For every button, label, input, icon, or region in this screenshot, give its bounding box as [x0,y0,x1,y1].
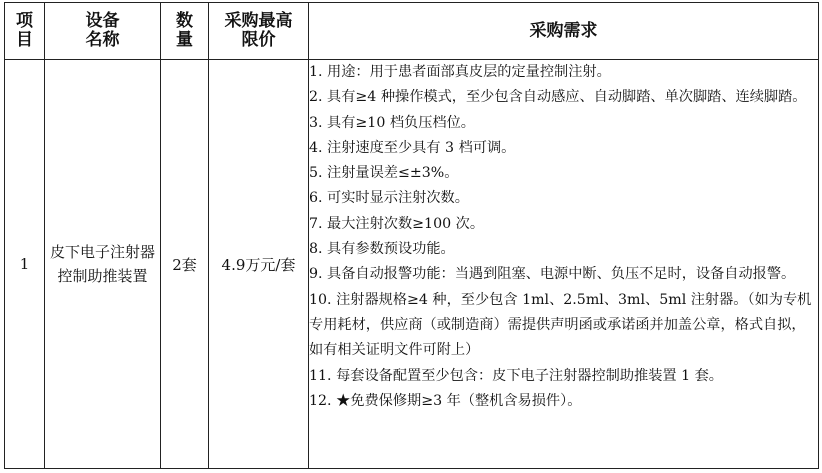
requirement-item: 3. 具有≥10 档负压档位。 [309,114,475,131]
cell-item-no: 1 [5,60,45,469]
requirement-item: 4. 注射速度至少具有 3 档可调。 [309,139,516,156]
requirement-item: 6. 可实时显示注射次数。 [309,190,469,207]
header-item-line1: 项 [16,11,33,31]
requirement-item: 11. 每套设备配置至少包含：皮下电子注射器控制助推装置 1 套。 [309,367,723,384]
header-row [5,3,819,60]
header-max-price-line2: 限价 [241,30,276,50]
header-max-price-line1: 采购最高 [224,11,293,31]
requirement-item: 2. 具有≥4 种操作模式，至少包含自动感应、自动脚踏、单次脚踏、连续脚踏。 [309,89,807,106]
procurement-table [4,2,819,469]
requirement-item: 9. 具备自动报警功能：当遇到阻塞、电源中断、负压不足时，设备自动报警。 [309,266,796,283]
requirement-item: 1. 用途：用于患者面部真皮层的定量控制注射。 [309,64,611,80]
requirements-list [309,60,818,414]
cell-max-price: 4.9万元/套 [209,60,309,469]
header-quantity-line2: 量 [176,30,193,50]
header-quantity [161,3,209,60]
header-device-name-line1: 设备 [85,11,120,31]
header-item [5,3,45,60]
header-item-line2: 目 [16,30,33,50]
requirement-item: 7. 最大注射次数≥100 次。 [309,215,485,232]
table-row [5,60,819,469]
header-requirements-label: 采购需求 [529,20,598,41]
cell-quantity: 2套 [161,60,209,469]
header-quantity-line1: 数 [176,11,193,31]
cell-requirements [309,60,819,469]
requirement-item: 8. 具有参数预设功能。 [309,241,455,258]
header-device-name [45,3,161,60]
header-device-name-line2: 名称 [85,30,120,50]
cell-device-name: 皮下电子注射器控制助推装置 [45,60,161,469]
requirement-item: 5. 注射量误差≤±3%。 [309,165,459,182]
requirement-item: 10. 注射器规格≥4 种，至少包含 1ml、2.5ml、3ml、5ml 注射器。（如为专机专用耗材，供应商（或制造商）需提供声明函或承诺函并加盖公章，格式自拟，如有相关证明文件可附上） [309,291,812,359]
header-max-price [209,3,309,60]
requirement-item: 12. ★免费保修期≥3 年（整机含易损件）。 [309,392,582,409]
header-requirements [309,3,819,60]
